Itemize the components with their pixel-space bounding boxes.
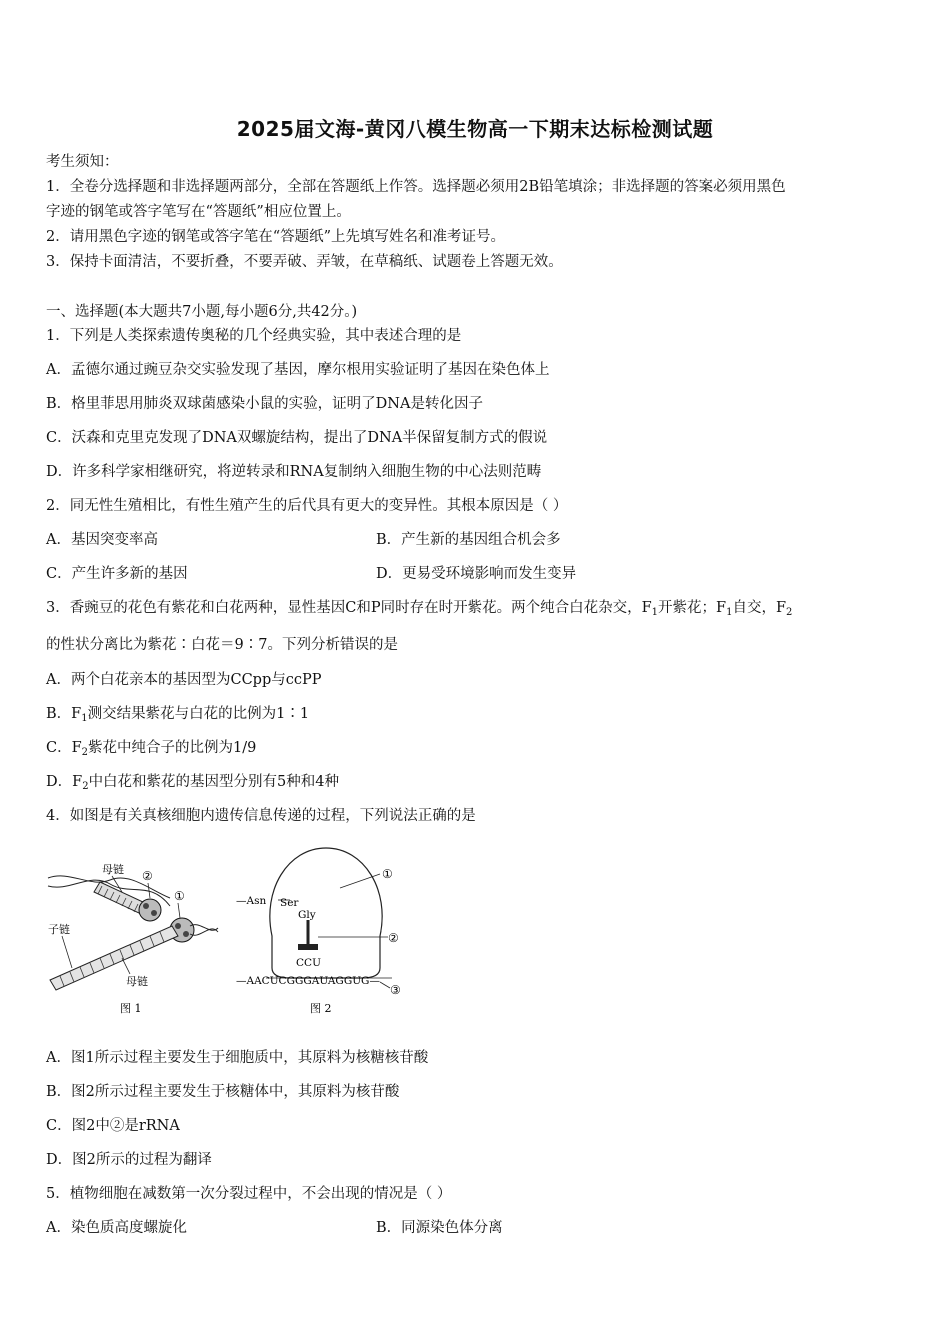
q3-sub-3: 2: [786, 607, 793, 618]
label-fig2-1: ①: [382, 867, 393, 881]
q5-option-b: B．同源染色体分离: [376, 1220, 503, 1236]
notice-1a: 1．全卷分选择题和非选择题两部分，全部在答题纸上作答。选择题必须用2B铅笔填涂；非选择题的答案必须用黑色: [46, 179, 786, 195]
q3-b-post: 测交结果紫花与白花的比例为1∶1: [87, 706, 310, 722]
q2-option-c: C．产生许多新的基因: [46, 566, 188, 582]
q3-stem-line2: 的性状分离比为紫花∶白花＝9∶7。下列分析错误的是: [46, 637, 398, 653]
ribosome-shape: [270, 848, 382, 978]
figure-1-dna-replication: [48, 862, 218, 1015]
q4-figure: [40, 840, 420, 1020]
label-ccu: CCU: [296, 957, 321, 969]
q4-option-c: C．图2中②是rRNA: [46, 1118, 180, 1134]
label-fig1-2: ②: [142, 869, 153, 883]
q3-c-sub: 2: [81, 747, 89, 758]
q3-option-c: [46, 738, 256, 763]
q4-stem: 4．如图是有关真核细胞内遗传信息传递的过程，下列说法正确的是: [46, 808, 476, 824]
label-child: 子链: [48, 923, 70, 936]
q3-c-pre: C．F: [46, 740, 82, 756]
page-title: 2025届文海-黄冈八模生物高一下期末达标检测试题: [236, 117, 714, 141]
label-mother-bottom: 母链: [126, 975, 148, 988]
q4-option-a: A．图1所示过程主要发生于细胞质中，其原料为核糖核苷酸: [46, 1050, 429, 1066]
notice-3: 3．保持卡面清洁，不要折叠，不要弄破、弄皱，在草稿纸、试题卷上答题无效。: [46, 254, 563, 270]
q3-sub-2: 1: [726, 607, 733, 618]
q3-option-a: A．两个白花亲本的基因型为CCpp与ccPP: [46, 672, 322, 688]
caption-fig1: 图 1: [120, 1002, 142, 1015]
q3-b-pre: B．F: [46, 706, 82, 722]
notice-1b: 字迹的钢笔或答字笔写在“答题纸”相应位置上。: [46, 204, 351, 220]
q2-option-a: A．基因突变率高: [46, 532, 158, 548]
label-gly: Gly: [298, 909, 316, 921]
q2-option-d: D．更易受环境影响而发生变异: [376, 566, 577, 582]
caption-fig2: 图 2: [310, 1002, 332, 1015]
q3-b-sub: 1: [81, 713, 88, 724]
q3-stem-part3: 自交，F: [732, 600, 787, 616]
label-asn: —Asn: [236, 895, 267, 907]
q4-option-b: B．图2所示过程主要发生于核糖体中，其原料为核苷酸: [46, 1084, 400, 1100]
label-fig2-3: ③: [390, 983, 401, 997]
q3-d-post: 中白花和紫花的基因型分别有5种和4种: [88, 774, 340, 790]
q3-d-pre: D．F: [46, 774, 83, 790]
enzyme-2-shape: [139, 899, 161, 921]
q1-option-d: D．许多科学家相继研究，将逆转录和RNA复制纳入细胞生物的中心法则范畴: [46, 464, 542, 480]
q3-option-b: [46, 704, 309, 729]
figure-2-translation: [236, 848, 401, 1015]
label-mrna-sequence: —AACUCGGGAUAGGUG—: [236, 975, 380, 987]
label-ser: Ser: [280, 897, 299, 909]
q3-d-sub: 2: [82, 781, 89, 792]
q2-stem: 2．同无性生殖相比，有性生殖产生的后代具有更大的变异性。其根本原因是（ ）: [46, 498, 568, 514]
q5-option-a: A．染色质高度螺旋化: [46, 1220, 187, 1236]
q1-option-a: A．孟德尔通过豌豆杂交实验发现了基因，摩尔根用实验证明了基因在染色体上: [46, 362, 550, 378]
q1-option-c: C．沃森和克里克发现了DNA双螺旋结构，提出了DNA半保留复制方式的假说: [46, 430, 548, 446]
q3-stem-part2: 开紫花；F: [658, 600, 727, 616]
q3-stem: [46, 598, 792, 623]
notice-heading: 考生须知：: [46, 154, 119, 170]
section-heading: 一、选择题(本大题共7小题,每小题6分,共42分。): [46, 304, 358, 320]
q2-option-b: B．产生新的基因组合机会多: [376, 532, 561, 548]
trna-shape: [298, 920, 388, 950]
label-fig1-1: ①: [174, 889, 185, 903]
notice-2: 2．请用黑色字迹的钢笔或答字笔在“答题纸”上先填写姓名和准考证号。: [46, 229, 506, 245]
q3-sub-1: 1: [651, 607, 659, 618]
q1-option-b: B．格里菲思用肺炎双球菌感染小鼠的实验，证明了DNA是转化因子: [46, 396, 483, 412]
label-mother-top: 母链: [102, 863, 124, 876]
q1-stem: 1．下列是人类探索遗传奥秘的几个经典实验，其中表述合理的是: [46, 328, 462, 344]
q3-option-d: [46, 772, 339, 797]
q4-option-d: D．图2所示的过程为翻译: [46, 1152, 212, 1168]
label-fig2-2: ②: [388, 931, 399, 945]
q5-stem: 5．植物细胞在减数第一次分裂过程中，不会出现的情况是（ ）: [46, 1186, 452, 1202]
q3-stem-part1: 3．香豌豆的花色有紫花和白花两种，显性基因C和P同时存在时开紫花。两个纯合白花杂交，F: [46, 600, 652, 616]
q3-c-post: 紫花中纯合子的比例为1/9: [88, 740, 257, 756]
